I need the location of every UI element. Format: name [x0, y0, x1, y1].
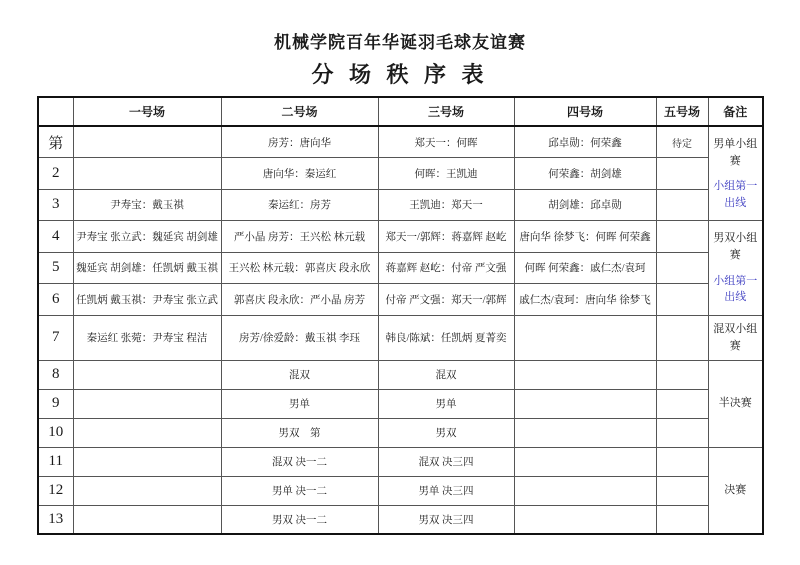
match-cell — [514, 447, 656, 476]
match-cell: 严小晶 房芳：王兴松 林元载 — [221, 221, 378, 253]
page-subtitle: 分 场 秩 序 表 — [311, 62, 489, 87]
match-cell: 胡剑雄：邱卓勋 — [514, 189, 656, 221]
match-cell — [73, 158, 221, 190]
match-cell — [73, 389, 221, 418]
match-cell: 男单 — [221, 389, 378, 418]
col-header-court4: 四号场 — [514, 97, 656, 126]
match-cell: 付帝 严文强：郑天一/郭辉 — [378, 284, 514, 316]
court5-cell — [656, 315, 708, 360]
row-number: 11 — [38, 447, 73, 476]
col-header-remarks: 备注 — [708, 97, 763, 126]
row-number: 3 — [38, 189, 73, 221]
match-cell — [514, 505, 656, 534]
row-number: 第 — [38, 126, 73, 158]
court5-cell — [656, 389, 708, 418]
remark-stage: 半决赛 — [718, 397, 752, 410]
col-header-court2: 二号场 — [221, 97, 378, 126]
match-cell: 魏延宾 胡剑雄：任凯炳 戴玉祺 — [73, 252, 221, 284]
remark-stage: 决赛 — [724, 484, 747, 496]
row-number: 2 — [38, 158, 73, 190]
table-row — [38, 447, 763, 476]
remark-stage: 男双小组赛 — [713, 232, 758, 261]
table-row — [38, 476, 763, 505]
match-cell — [73, 505, 221, 534]
table-row — [38, 284, 763, 316]
row-number: 4 — [38, 221, 73, 253]
match-cell: 尹寿宝 张立武：魏延宾 胡剑雄 — [73, 221, 221, 253]
match-cell: 唐向华 徐梦飞：何晖 何荣鑫 — [514, 221, 656, 253]
match-cell: 任凯炳 戴玉祺：尹寿宝 张立武 — [73, 284, 221, 316]
match-cell: 唐向华：秦运红 — [221, 158, 378, 190]
remark-note: 小组第一出线 — [713, 180, 758, 209]
court5-cell — [656, 284, 708, 316]
table-row — [38, 360, 763, 389]
court5-cell — [656, 505, 708, 534]
col-header-court5: 五号场 — [656, 97, 708, 126]
remark-cell-semifinals — [708, 360, 763, 447]
match-cell: 男双 第 — [221, 418, 378, 447]
court5-cell — [656, 158, 708, 190]
remark-stage: 男单小组赛 — [713, 138, 758, 167]
court5-cell — [656, 476, 708, 505]
header-row — [38, 97, 763, 126]
remark-note: 小组第一出线 — [713, 274, 758, 303]
match-cell: 蒋嘉辉 赵屹：付帝 严文强 — [378, 252, 514, 284]
table-row — [38, 189, 763, 221]
remark-stage: 混双小组赛 — [713, 323, 758, 352]
match-cell: 邱卓勋：何荣鑫 — [514, 126, 656, 158]
row-number: 12 — [38, 476, 73, 505]
remark-cell-finals — [708, 447, 763, 534]
court5-cell — [656, 252, 708, 284]
remark-cell-mens-singles-group — [708, 126, 763, 221]
row-number: 6 — [38, 284, 73, 316]
table-row — [38, 315, 763, 360]
court5-cell — [656, 447, 708, 476]
match-cell: 郑天一：何晖 — [378, 126, 514, 158]
court5-cell — [656, 418, 708, 447]
match-cell: 男双 — [378, 418, 514, 447]
match-cell — [514, 418, 656, 447]
page-title: 机械学院百年华诞羽毛球友谊赛 — [274, 33, 526, 52]
table-row — [38, 418, 763, 447]
col-header-blank — [38, 97, 73, 126]
match-cell — [73, 126, 221, 158]
match-cell: 男双 决一二 — [221, 505, 378, 534]
col-header-court1: 一号场 — [73, 97, 221, 126]
match-cell: 男单 决三四 — [378, 476, 514, 505]
table-row — [38, 505, 763, 534]
match-cell: 何晖：王凯迪 — [378, 158, 514, 190]
match-cell: 混双 决一二 — [221, 447, 378, 476]
court5-cell — [656, 189, 708, 221]
match-cell: 男双 决三四 — [378, 505, 514, 534]
remark-cell-mens-doubles-group — [708, 221, 763, 316]
match-cell — [514, 360, 656, 389]
match-cell — [73, 360, 221, 389]
match-cell: 郑天一/郭辉：蒋嘉辉 赵屹 — [378, 221, 514, 253]
match-cell: 王凯迪：郑天一 — [378, 189, 514, 221]
court5-cell — [656, 360, 708, 389]
row-number: 5 — [38, 252, 73, 284]
match-cell: 混双 决三四 — [378, 447, 514, 476]
match-cell: 戚仁杰/袁珂：唐向华 徐梦飞 — [514, 284, 656, 316]
match-cell — [73, 476, 221, 505]
row-number: 8 — [38, 360, 73, 389]
row-number: 10 — [38, 418, 73, 447]
court5-cell — [656, 221, 708, 253]
table-row — [38, 158, 763, 190]
table-row — [38, 389, 763, 418]
match-cell: 王兴松 林元载：郭喜庆 段永欣 — [221, 252, 378, 284]
match-cell — [73, 418, 221, 447]
match-cell: 房芳：唐向华 — [221, 126, 378, 158]
match-cell: 郭喜庆 段永欣：严小晶 房芳 — [221, 284, 378, 316]
table-row — [38, 252, 763, 284]
match-cell — [514, 476, 656, 505]
match-cell — [514, 315, 656, 360]
match-cell — [73, 447, 221, 476]
col-header-court3: 三号场 — [378, 97, 514, 126]
match-cell: 何荣鑫：胡剑雄 — [514, 158, 656, 190]
schedule-table — [37, 96, 764, 535]
match-cell: 男单 — [378, 389, 514, 418]
match-cell: 秦运红：房芳 — [221, 189, 378, 221]
court5-cell: 待定 — [656, 126, 708, 158]
match-cell: 混双 — [221, 360, 378, 389]
match-cell: 混双 — [378, 360, 514, 389]
row-number: 7 — [38, 315, 73, 360]
remark-cell-mixed-doubles-group — [708, 315, 763, 360]
match-cell: 房芳/徐爱龄：戴玉祺 李珏 — [221, 315, 378, 360]
row-number: 13 — [38, 505, 73, 534]
table-row — [38, 221, 763, 253]
match-cell — [514, 389, 656, 418]
table-row — [38, 126, 763, 158]
match-cell: 秦运红 张菀：尹寿宝 程洁 — [73, 315, 221, 360]
match-cell: 尹寿宝：戴玉祺 — [73, 189, 221, 221]
match-cell: 何晖 何荣鑫：戚仁杰/袁珂 — [514, 252, 656, 284]
row-number: 9 — [38, 389, 73, 418]
match-cell: 男单 决一二 — [221, 476, 378, 505]
match-cell: 韩良/陈斌：任凯炳 夏菁奕 — [378, 315, 514, 360]
